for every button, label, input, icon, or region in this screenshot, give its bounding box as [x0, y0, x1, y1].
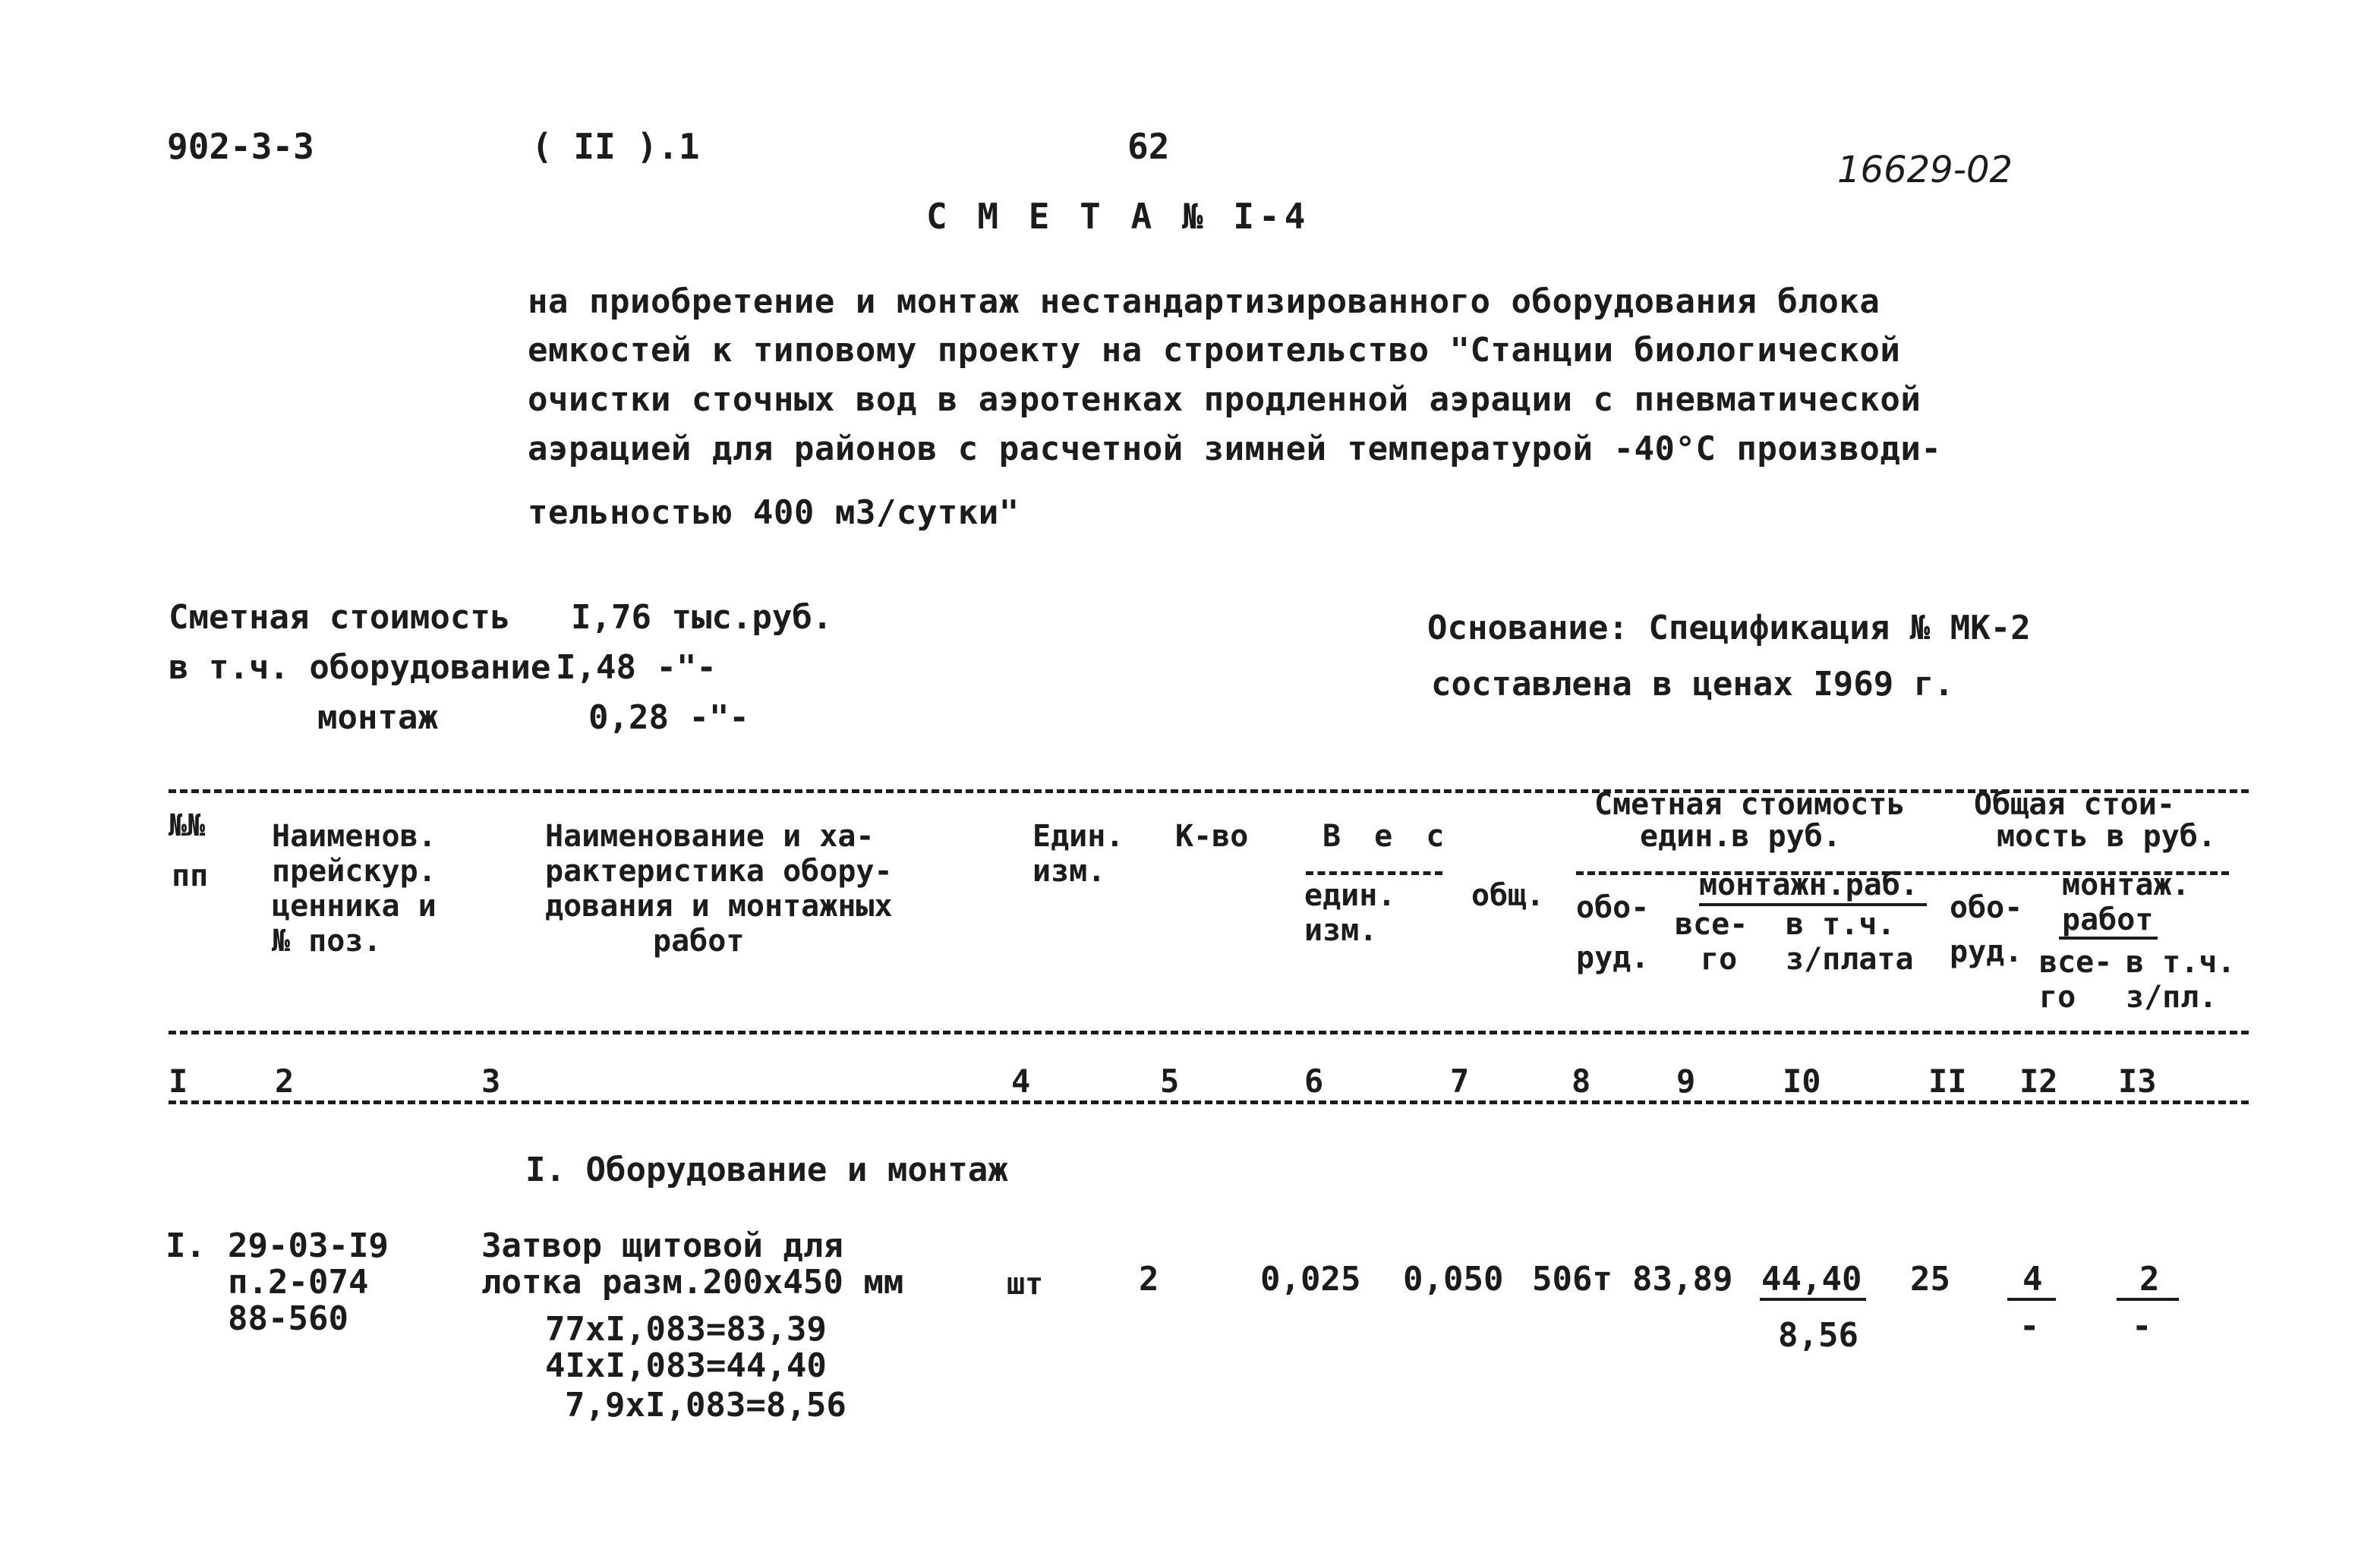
row-calculation: 4IхI,083=44,40 [545, 1346, 827, 1385]
header-c8-line: руд. [1576, 940, 1650, 975]
header-c11-line: обо- [1950, 890, 2023, 925]
header-weight-group: В е с [1322, 819, 1452, 854]
doc-code: 902-3-3 [167, 126, 314, 167]
header-c10-line: з/плата [1786, 942, 1914, 977]
header-unit-cost-group: Сметная стоимость [1594, 787, 1906, 822]
column-number: 5 [1160, 1063, 1180, 1100]
header-c10-line: в т.ч. [1786, 907, 1896, 942]
description-line: аэрацией для районов с расчетной зимней температурой -40°С производи- [528, 430, 1942, 468]
included-label: в т.ч. оборудование [169, 648, 551, 687]
header-c13-line: з/пл. [2126, 980, 2218, 1015]
column-number: 4 [1011, 1063, 1031, 1100]
column-number: 8 [1572, 1063, 1591, 1100]
row-quantity: 2 [1139, 1260, 1159, 1299]
header-c3-line: Наименование и ха- [545, 819, 875, 854]
montage-cost-value: 0,28 -"- [588, 698, 749, 737]
row-equipment-name: Затвор щитовой для [481, 1226, 843, 1265]
row-price-ref: п.2-074 [228, 1263, 369, 1302]
table-top-rule [169, 789, 2249, 793]
header-c6-line: изм. [1304, 913, 1378, 948]
header-c12-line: го [2039, 980, 2076, 1015]
header-c3-line: рактеристика обору- [545, 854, 893, 889]
header-montage-unit: монтажн.раб. [1699, 867, 1918, 902]
row-weight-total: 0,050 [1403, 1260, 1504, 1299]
montage-unit-underline [1699, 903, 1927, 906]
column-number: 7 [1450, 1063, 1470, 1100]
header-c12-line: все- [2039, 945, 2113, 980]
header-c2-line: ценника и [272, 889, 437, 924]
column-number: 6 [1304, 1063, 1324, 1100]
header-c3-line: работ [653, 924, 745, 959]
row-weight-unit: 0,025 [1260, 1260, 1361, 1299]
page-number: 62 [1127, 126, 1170, 167]
row-equipment-total: 25 [1910, 1260, 1950, 1299]
column-number: II [1928, 1063, 1967, 1100]
montage-total-underline [2059, 937, 2158, 940]
row-number: I. [166, 1226, 206, 1265]
header-c9-line: го [1701, 942, 1738, 977]
header-c11-line: руд. [1950, 934, 2023, 969]
header-c5: К-во [1175, 819, 1249, 854]
section-title: I. Оборудование и монтаж [525, 1151, 1008, 1189]
description-line: очистки сточных вод в аэротенках продленной аэрации с пневматической [528, 380, 1921, 419]
basis-line: Основание: Спецификация № МК-2 [1427, 609, 2031, 647]
header-c1-line: №№ [169, 808, 206, 843]
total-cost-value: I,76 тыс.руб. [571, 598, 833, 637]
column-number: I2 [2019, 1063, 2058, 1100]
row-unit: шт [1007, 1267, 1044, 1302]
header-c4-line: изм. [1032, 854, 1106, 889]
header-montage-total: работ [2062, 902, 2154, 937]
header-bottom-rule [169, 1031, 2249, 1034]
column-number: I0 [1783, 1063, 1821, 1100]
header-unit-cost-group: един.в руб. [1640, 819, 1841, 854]
header-c13-line: в т.ч. [2126, 945, 2236, 980]
equipment-cost-value: I,48 -"- [556, 648, 717, 687]
header-montage-total: монтаж. [2062, 867, 2190, 902]
description-line: на приобретение и монтаж нестандартизированного оборудования блока [528, 282, 1880, 321]
montage-total-row-underline [2007, 1298, 2056, 1301]
total-cost-label: Сметная стоимость [169, 598, 511, 637]
column-numbers-rule [169, 1100, 2249, 1104]
header-c3-line: дования и монтажных [545, 889, 893, 924]
header-c4-line: Един. [1032, 819, 1124, 854]
header-c2-line: прейскур. [272, 854, 437, 889]
header-total-cost-group: Общая стои- [1974, 787, 2175, 822]
column-number: 2 [275, 1063, 295, 1100]
montage-wage-total-underline [2117, 1298, 2179, 1301]
inventory-number: 16629-02 [1837, 149, 2013, 191]
column-number: 3 [481, 1063, 501, 1100]
header-c9-line: все- [1675, 907, 1748, 942]
row-calculation: 7,9хI,083=8,56 [565, 1386, 846, 1425]
cost-subrule [1576, 871, 2229, 875]
row-montage-unit-wage: 44,40 [1761, 1260, 1862, 1299]
row-price-ref: 88-560 [228, 1299, 348, 1338]
document-title: С М Е Т А № I-4 [926, 196, 1310, 237]
row-montage-unit-wage-sub: 8,56 [1778, 1316, 1858, 1355]
weight-subrule [1306, 871, 1442, 875]
header-c2-line: № поз. [272, 924, 382, 959]
column-number: I3 [2118, 1063, 2157, 1100]
row-montage-wage-total: 2 [2139, 1260, 2160, 1299]
montage-label: монтаж [317, 698, 438, 737]
header-c1-line: пп [172, 858, 209, 893]
header-total-cost-group: мость в руб. [1997, 819, 2216, 854]
header-c7: общ. [1471, 878, 1545, 913]
row-equipment-name: лотка разм.200х450 мм [481, 1263, 904, 1302]
header-c6-line: един. [1304, 878, 1396, 913]
description-line: емкостей к типовому проекту на строительство "Станции биологической [528, 331, 1901, 370]
row-calculation: 77хI,083=83,39 [545, 1310, 827, 1349]
row-montage-total: 4 [2022, 1260, 2043, 1299]
row-montage-total-sub: - [2019, 1307, 2040, 1346]
column-number: I [169, 1063, 188, 1100]
description-line: тельностью 400 м3/сутки" [528, 493, 1020, 532]
column-number: 9 [1676, 1063, 1696, 1100]
row-equipment-unit-cost: 506т [1532, 1260, 1613, 1299]
basis-line: составлена в ценах I969 г. [1431, 665, 1954, 704]
header-c2-line: Наименов. [272, 819, 437, 854]
album-number: ( II ).1 [531, 126, 700, 167]
row-price-ref: 29-03-I9 [228, 1226, 389, 1265]
header-c8-line: обо- [1576, 890, 1650, 925]
row-montage-unit-total: 83,89 [1632, 1260, 1733, 1299]
montage-wage-underline [1760, 1298, 1866, 1301]
row-montage-wage-total-sub: - [2132, 1307, 2152, 1346]
